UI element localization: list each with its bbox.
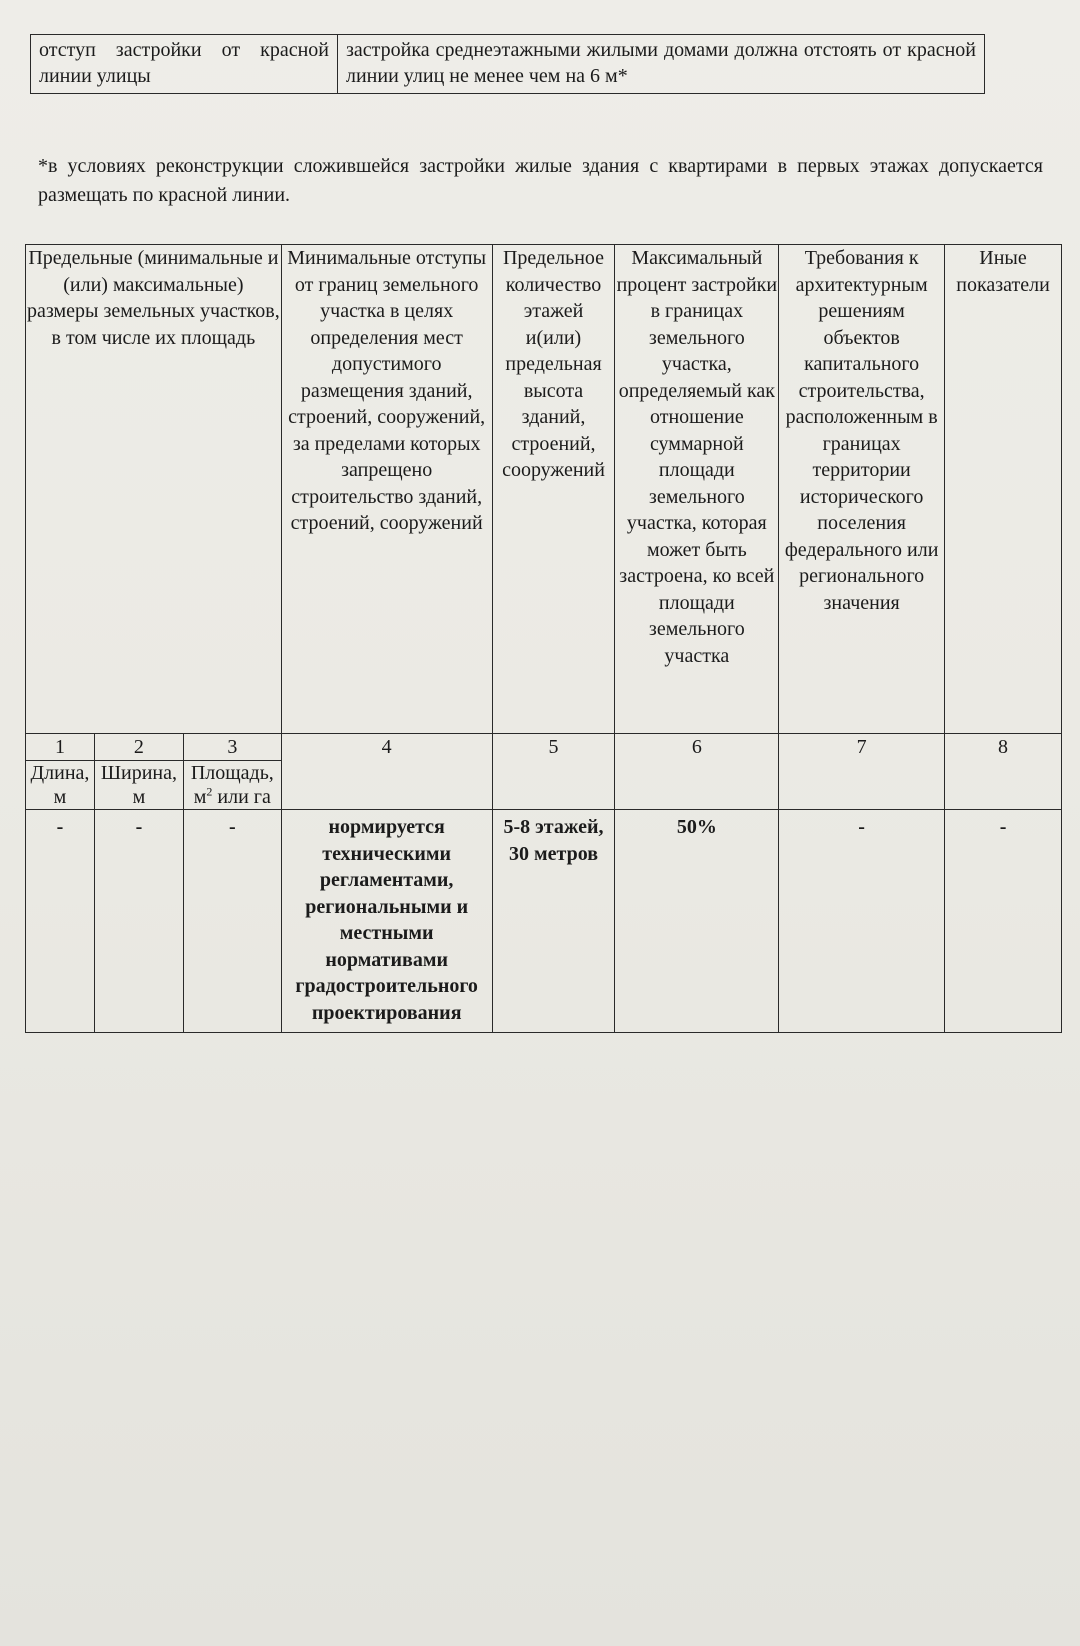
column-number-7: 7 <box>779 734 945 810</box>
header-max-coverage: Максимальный процент застройки в границах земельного участка, определяемый как отношение суммарной площади земельного участка, которая может быть застроена, ко всей площади земельного участка <box>615 245 779 734</box>
header-plot-sizes: Предельные (минимальные и (или) максимальные) размеры земельных участков, в том числе их площадь <box>26 245 282 734</box>
value-min-setbacks: нормируется техническими регламентами, региональными и местными нормативами градостроительного проектирования <box>281 810 492 1033</box>
column-number-1: 1 <box>26 734 95 761</box>
column-number-8: 8 <box>945 734 1062 810</box>
value-max-coverage: 50% <box>615 810 779 1033</box>
value-area: - <box>183 810 281 1033</box>
values-row <box>26 810 1062 1033</box>
setback-value: застройка среднеэтажными жилыми домами должна отстоять от красной линии улиц не менее чем на 6 м* <box>338 35 985 94</box>
header-architecture-requirements: Требования к архитектурным решениям объектов капитального строительства, расположенным в границах территории исторического поселения федерального или регионального значения <box>779 245 945 734</box>
value-length: - <box>26 810 95 1033</box>
subheader-area-sup: 2 <box>206 784 213 799</box>
column-number-3: 3 <box>183 734 281 761</box>
column-number-6: 6 <box>615 734 779 810</box>
subheader-area <box>183 761 281 810</box>
column-number-2: 2 <box>94 734 183 761</box>
column-number-4: 4 <box>281 734 492 810</box>
subheader-width: Ширина, м <box>94 761 183 810</box>
subheader-length: Длина, м <box>26 761 95 810</box>
header-max-floors: Предельное количество этажей и(или) предельная высота зданий, строений, сооружений <box>492 245 615 734</box>
value-max-floors: 5-8 этажей, 30 метров <box>492 810 615 1033</box>
subheader-area-suffix: или га <box>212 786 271 808</box>
header-row <box>26 245 1062 734</box>
subheader-area-prefix: Площадь, м <box>190 762 274 808</box>
column-number-5: 5 <box>492 734 615 810</box>
table-row <box>31 35 985 94</box>
setback-label: отступ застройки от красной линии улицы <box>31 35 338 94</box>
footnote: *в условиях реконструкции сложившейся застройки жилые здания с квартирами в первых этажах допускается размещать по красной линии. <box>38 155 1043 206</box>
setback-table <box>30 34 985 94</box>
parameters-table <box>25 244 1062 1033</box>
header-other-indicators: Иные показатели <box>945 245 1062 734</box>
number-row <box>26 734 1062 761</box>
header-min-setbacks: Минимальные отступы от границ земельного участка в целях определения мест допустимого размещения зданий, строений, сооружений, за пределами которых запрещено строительство зданий, строений, сооружений <box>281 245 492 734</box>
value-architecture-requirements: - <box>779 810 945 1033</box>
value-other-indicators: - <box>945 810 1062 1033</box>
value-width: - <box>94 810 183 1033</box>
